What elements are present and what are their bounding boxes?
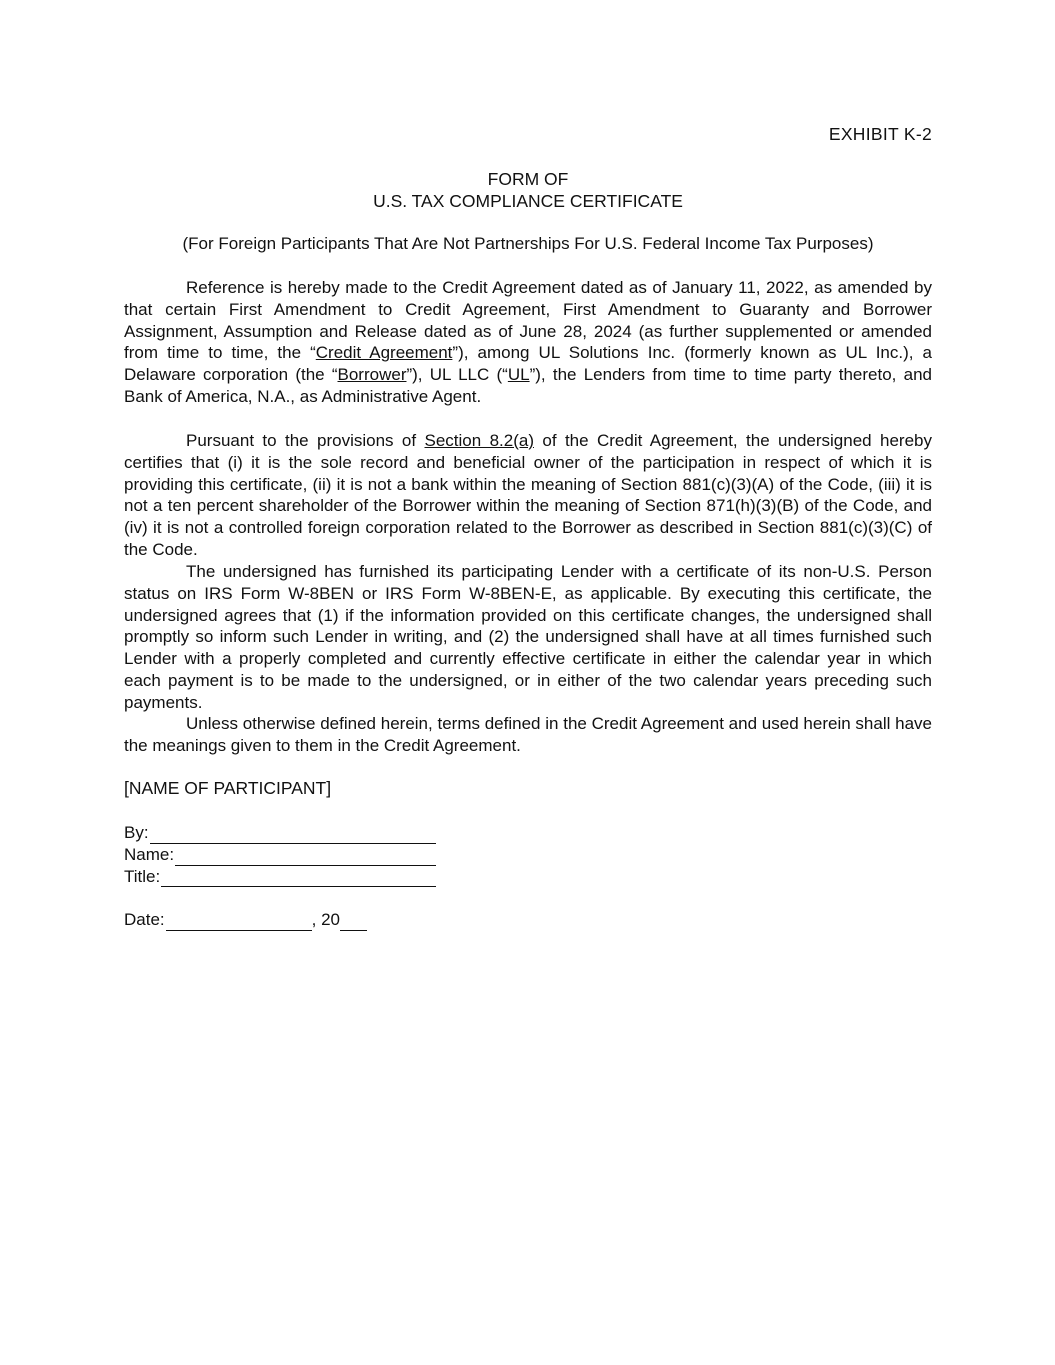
defined-term-ul: UL [507,365,530,385]
date-row [124,909,367,931]
document-title [124,168,932,212]
participant-name-placeholder: [NAME OF PARTICIPANT] [124,778,332,798]
title-line-2: U.S. TAX COMPLIANCE CERTIFICATE [373,191,683,211]
p2-text-a: Pursuant to the provisions of [186,431,425,450]
paragraph-reference [124,277,932,408]
date-label: Date: [124,910,165,929]
exhibit-label: EXHIBIT K-2 [828,124,932,144]
section-reference: Section 8.2(a) [424,431,534,450]
p1-text-a: Reference is hereby made to the Credit Agreement dated as of January 11, 2022, as amended by that certain First Amendment to Credit Agreement, First Amendment to Guaranty and Borrower Assignment, Assumption and Release dated as of June 28, 2024 (as further supplemented or amended from time to time, the “ [124,278,932,363]
paragraph-furnished-certificate: The undersigned has furnished its participating Lender with a certificate of its non-U.S. Person status on IRS Form W-8BEN or IRS Form W-8BEN-E, as applicable. By executing this certificate, the undersigned agrees that (1) if the information provided on this certificate changes, the undersigned shall promptly so inform such Lender in writing, and (2) the undersigned shall have at all times furnished such Lender with a properly completed and currently effective certificate in either the calendar year in which each payment is to be made to the undersigned, or in either of the two calendar years preceding such payments. [124,562,932,712]
paragraph-certification [124,430,932,561]
signature-by-row [124,822,436,844]
year-line[interactable] [340,913,367,931]
title-line-1: FORM OF [487,169,569,189]
by-signature-line[interactable] [150,826,436,844]
p1-text-d: ”), the Lenders from time to time party thereto, and Bank of America, N.A., as Administrative Agent. [124,365,932,406]
by-label: By: [124,823,149,842]
signature-title-row [124,866,436,888]
name-signature-line[interactable] [175,848,436,866]
defined-term-credit-agreement: Credit Agreement [315,343,453,363]
p1-text-c: ”), UL LLC (“ [406,365,508,385]
p1-text-b: ”), among UL Solutions Inc. (formerly known as UL Inc.), a Delaware corporation (the “ [124,343,933,385]
signature-name-row [124,844,436,866]
date-line[interactable] [166,913,312,931]
title-signature-line[interactable] [161,869,436,887]
paragraph-definitions: Unless otherwise defined herein, terms defined in the Credit Agreement and used herein shall have the meanings given to them in the Credit Agreement. [124,714,932,755]
defined-term-borrower: Borrower [337,365,407,385]
name-label: Name: [124,844,175,864]
title-label: Title: [124,866,161,886]
year-prefix: , 20 [311,910,340,929]
document-subtitle: (For Foreign Participants That Are Not Partnerships For U.S. Federal Income Tax Purposes) [182,234,874,253]
p2-text-b: of the Credit Agreement, the undersigned hereby certifies that (i) it is the sole record and beneficial owner of the participation in respect of which it is providing this certificate, (ii) it is not a bank within the meaning of Section 881(c)(3)(A) of the Code, (iii) it is not a ten percent shareholder of the Borrower within the meaning of Section 871(h)(3)(B) of the Code, and (iv) it is not a controlled foreign corporation related to the Borrower as described in Section 881(c)(3)(C) of the Code. [124,431,932,559]
signature-block [124,822,436,887]
